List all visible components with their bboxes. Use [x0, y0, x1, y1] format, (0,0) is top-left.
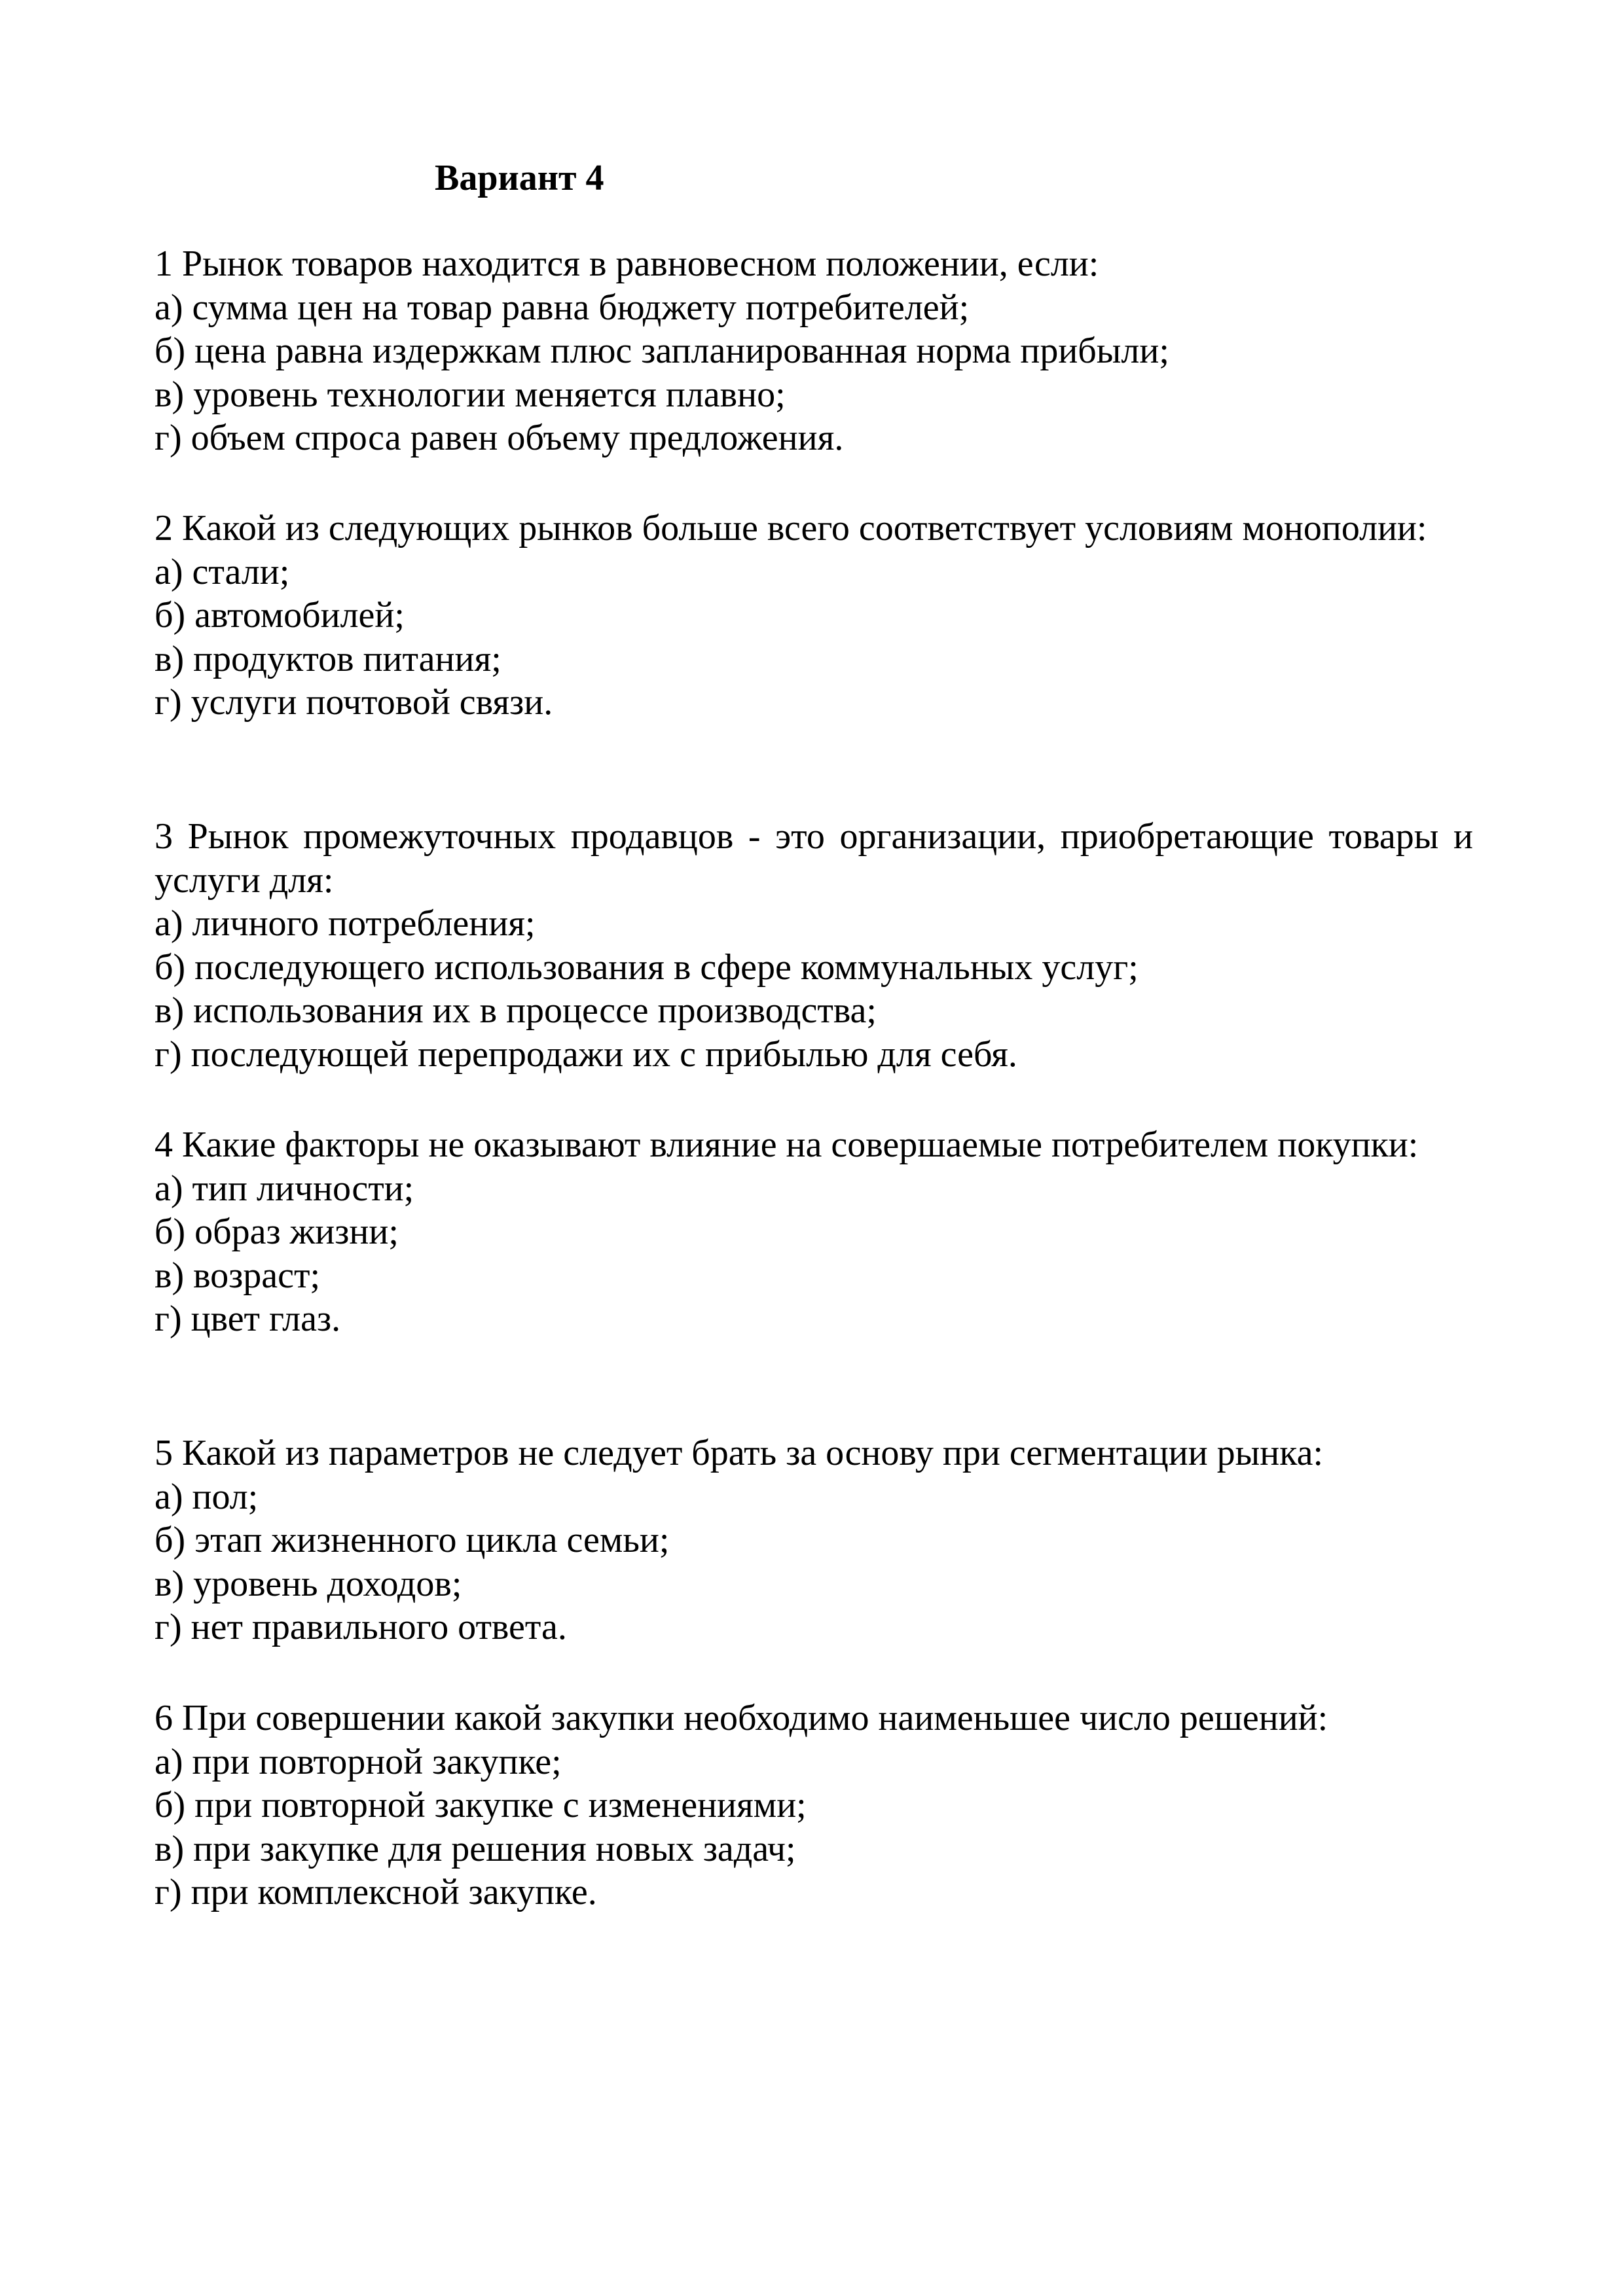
option-a: а) пол; [155, 1476, 259, 1517]
question-1 [155, 242, 1473, 460]
option-b: б) образ жизни; [155, 1211, 399, 1252]
question-6 [155, 1696, 1473, 1914]
option-a: а) сумма цен на товар равна бюджету потребителей; [155, 287, 970, 328]
question-3 [155, 815, 1473, 1076]
question-text: 3 Рынок промежуточных продавцов - это организации, приобретающие товары и услуги для: [155, 816, 1473, 901]
option-g: г) последующей перепродажи их с прибылью для себя. [155, 1033, 1017, 1075]
option-v: в) уровень технологии меняется плавно; [155, 374, 786, 415]
option-b: б) при повторной закупке с изменениями; [155, 1785, 807, 1825]
option-a: а) личного потребления; [155, 903, 536, 944]
option-v: в) уровень доходов; [155, 1563, 462, 1604]
option-g: г) нет правильного ответа. [155, 1607, 567, 1647]
option-a: а) стали; [155, 551, 290, 592]
question-5 [155, 1431, 1473, 1649]
question-2 [155, 507, 1473, 725]
question-text: 4 Какие факторы не оказывают влияние на совершаемые потребителем покупки: [155, 1124, 1419, 1165]
question-text: 2 Какой из следующих рынков больше всего соответствует условиям монополии: [155, 508, 1427, 548]
option-v: в) продуктов питания; [155, 638, 501, 679]
question-text: 1 Рынок товаров находится в равновесном положении, если: [155, 243, 1099, 284]
option-b: б) цена равна издержкам плюс запланированная норма прибыли; [155, 331, 1169, 371]
option-g: г) объем спроса равен объему предложения. [155, 418, 844, 458]
option-v: в) использования их в процессе производства; [155, 990, 877, 1031]
option-b: б) этап жизненного цикла семьи; [155, 1520, 670, 1560]
option-b: б) последующего использования в сфере коммунальных услуг; [155, 946, 1139, 988]
option-b: б) автомобилей; [155, 595, 405, 636]
option-g: г) услуги почтовой связи. [155, 682, 553, 723]
option-g: г) цвет глаз. [155, 1299, 341, 1339]
option-a: а) тип личности; [155, 1168, 414, 1209]
option-a: а) при повторной закупке; [155, 1741, 562, 1782]
page-title: Вариант 4 [435, 158, 604, 198]
question-text: 5 Какой из параметров не следует брать за основу при сегментации рынка: [155, 1433, 1324, 1473]
option-v: в) при закупке для решения новых задач; [155, 1828, 796, 1869]
option-v: в) возраст; [155, 1255, 321, 1296]
question-4 [155, 1123, 1473, 1341]
option-g: г) при комплексной закупке. [155, 1872, 597, 1912]
question-text: 6 При совершении какой закупки необходимо наименьшее число решений: [155, 1698, 1328, 1738]
